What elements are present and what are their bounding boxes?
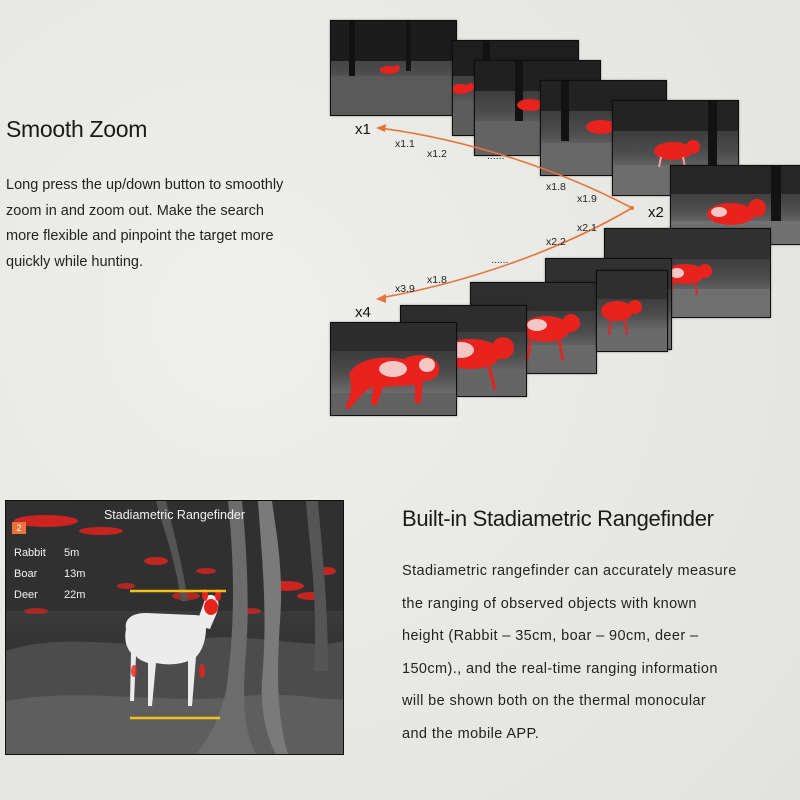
range-value: 22m [64,589,86,601]
range-name: Boar [14,568,38,580]
description-line: will be shown both on the thermal monocular [402,693,707,710]
range-value: 13m [64,568,86,580]
mode-badge: 2 [12,522,26,534]
zoom-dots: ...... [491,254,509,266]
range-row-boar [14,568,86,580]
description-line: Stadiametric rangefinder can accurately measure [402,563,737,579]
smooth-zoom-title: Smooth Zoom [6,116,148,142]
range-name: Deer [14,589,38,601]
range-value: 5m [64,547,80,559]
range-row-deer [14,589,86,601]
zoom-step-label: x2.1 [577,222,597,234]
thermal-scene [6,501,343,754]
zoom-step-label: x2.2 [546,236,566,248]
description-line: and the mobile APP. [402,725,540,742]
zoom-step-label: x1.1 [395,138,415,150]
zoom-step-label: x3.9 [395,283,415,295]
zoom-step-label: x1.2 [427,148,447,160]
panel-title: Stadiametric Rangefinder [103,508,246,522]
zoom-dots: ...... [487,150,505,162]
zoom-step-label: x1.8 [427,274,447,286]
zoom-step-label: x1.9 [577,193,597,205]
description-line: height (Rabbit – 35cm, boar – 90cm, deer – [402,628,699,645]
description-line: the ranging of observed objects with known [402,595,697,612]
range-name: Rabbit [14,547,46,559]
rangefinder-thermal-image [5,500,344,755]
zoom-step-label: x1.8 [546,181,566,193]
rangefinder-title: Built-in Stadiametric Rangefinder [402,506,714,531]
description-line: Long press the up/down button to smoothly [6,177,284,193]
description-line: more flexible and pinpoint the target more [6,228,274,244]
description-line: quickly while hunting. [6,253,144,270]
range-row-rabbit [14,547,80,559]
description-line: zoom in and zoom out. Make the search [6,202,264,219]
description-line: 150cm)., and the real-time ranging information [402,660,718,677]
zoom-label-x1: x1 [355,121,371,138]
zoom-label-x4: x4 [355,304,371,321]
zoom-label-x2: x2 [648,204,664,221]
rangefinder-description [402,555,768,751]
